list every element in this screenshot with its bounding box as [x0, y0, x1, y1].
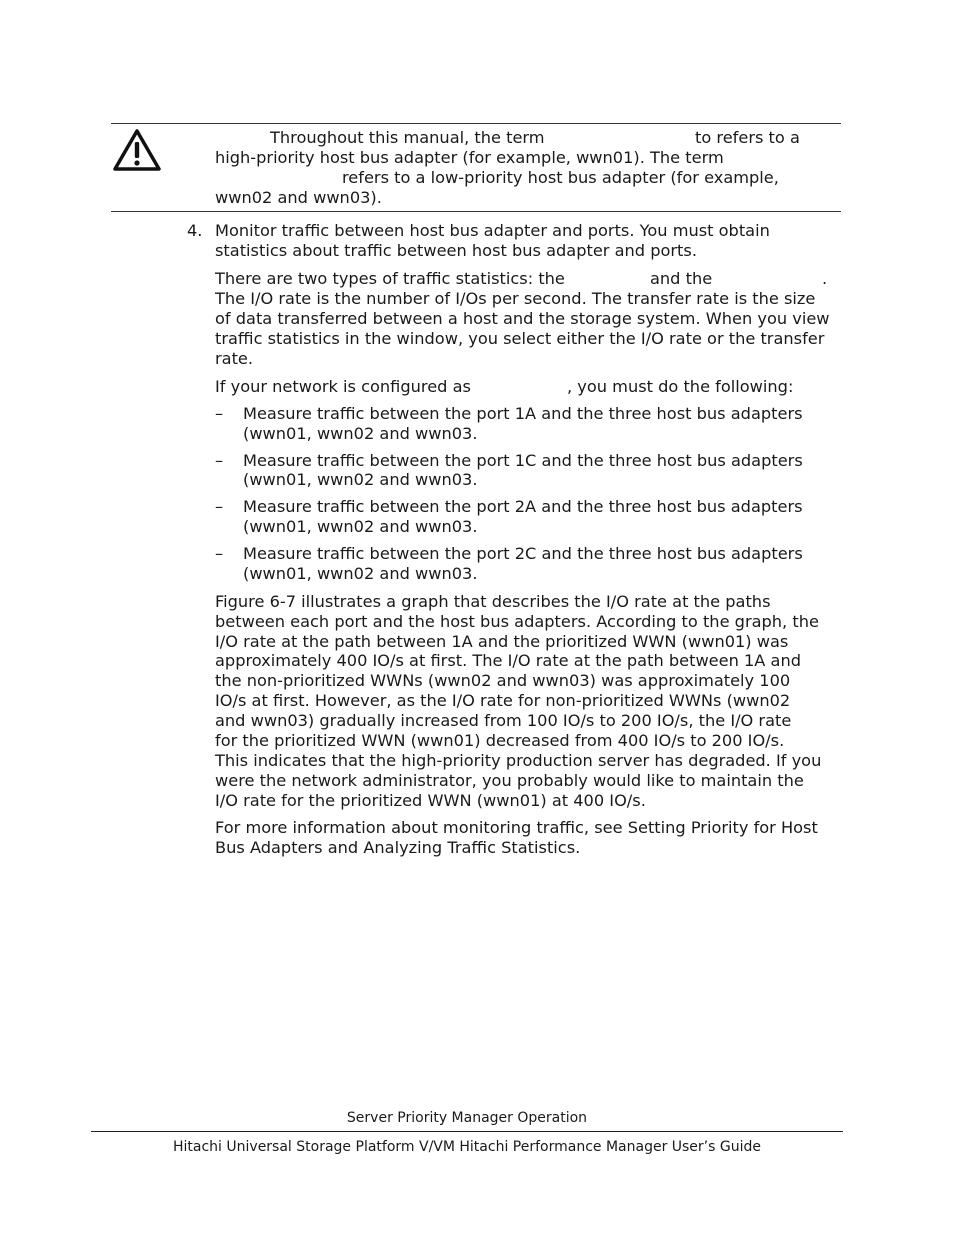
- bullet-4-line-2: (wwn01, wwn02 and wwn03.: [243, 564, 478, 583]
- note-line-1a: Throughout this manual, the term: [270, 128, 545, 147]
- note-bottom-rule: [111, 211, 841, 212]
- types-line-1b: and the: [650, 269, 713, 288]
- footer-section-title: Server Priority Manager Operation: [346, 1110, 588, 1126]
- warning-triangle-icon: [112, 128, 162, 172]
- figure-para-line-11: I/O rate for the prioritized WWN (wwn01) at 400 IO/s.: [215, 791, 646, 810]
- figure-para-line-8: for the prioritized WWN (wwn01) decreased from 400 IO/s to 200 IO/s.: [215, 731, 785, 750]
- more-info-line-1: For more information about monitoring traffic, see Setting Priority for Host: [215, 818, 818, 837]
- network-line-a: If your network is configured as: [215, 377, 471, 396]
- figure-para-line-4: approximately 400 IO/s at first. The I/O rate at the path between 1A and: [215, 651, 801, 670]
- bullet-2-line-1: Measure traffic between the port 1C and the three host bus adapters: [243, 451, 803, 470]
- network-line-b: , you must do the following:: [567, 377, 794, 396]
- bullet-3-line-2: (wwn01, wwn02 and wwn03.: [243, 517, 478, 536]
- bullet-3-line-1: Measure traffic between the port 2A and the three host bus adapters: [243, 497, 803, 516]
- footer-guide-title: Hitachi Universal Storage Platform V/VM Hitachi Performance Manager User’s Guide: [173, 1139, 761, 1155]
- bullet-1-dash: –: [215, 404, 224, 423]
- figure-para-line-5: the non-prioritized WWNs (wwn02 and wwn03) was approximately 100: [215, 671, 791, 690]
- types-line-2: The I/O rate is the number of I/Os per second. The transfer rate is the size: [215, 289, 816, 308]
- more-info-line-2: Bus Adapters and Analyzing Traffic Statistics.: [215, 838, 581, 857]
- note-line-4: wwn02 and wwn03).: [215, 188, 382, 207]
- figure-para-line-3: I/O rate at the path between 1A and the prioritized WWN (wwn01) was: [215, 632, 789, 651]
- types-line-3: of data transferred between a host and the storage system. When you view: [215, 309, 830, 328]
- note-line-2: high-priority host bus adapter (for example, wwn01). The term: [215, 148, 724, 167]
- bullet-4-dash: –: [215, 544, 224, 563]
- figure-para-line-2: between each port and the host bus adapters. According to the graph, the: [215, 612, 819, 631]
- step-intro-line-1: Monitor traffic between host bus adapter and ports. You must obtain: [215, 221, 770, 240]
- figure-para-line-9: This indicates that the high-priority production server has degraded. If you: [215, 751, 822, 770]
- bullet-4-line-1: Measure traffic between the port 2C and the three host bus adapters: [243, 544, 803, 563]
- types-line-1c: .: [822, 269, 828, 288]
- note-line-1b: to refers to a: [695, 128, 800, 147]
- bullet-1-line-1: Measure traffic between the port 1A and the three host bus adapters: [243, 404, 803, 423]
- figure-para-line-6: IO/s at first. However, as the I/O rate for non-prioritized WWNs (wwn02: [215, 691, 791, 710]
- figure-para-line-10: were the network administrator, you probably would like to maintain the: [215, 771, 804, 790]
- bullet-2-dash: –: [215, 451, 224, 470]
- figure-para-line-7: and wwn03) gradually increased from 100 IO/s to 200 IO/s, the I/O rate: [215, 711, 792, 730]
- step-intro-line-2: statistics about traffic between host bus adapter and ports.: [215, 241, 697, 260]
- bullet-3-dash: –: [215, 497, 224, 516]
- step-number: 4.: [187, 221, 203, 240]
- types-line-1a: There are two types of traffic statistics: the: [215, 269, 565, 288]
- bullet-1-line-2: (wwn01, wwn02 and wwn03.: [243, 424, 478, 443]
- bullet-2-line-2: (wwn01, wwn02 and wwn03.: [243, 470, 478, 489]
- types-line-4: traffic statistics in the window, you select either the I/O rate or the transfer: [215, 329, 825, 348]
- footer-rule: [91, 1131, 843, 1132]
- types-line-5: rate.: [215, 349, 254, 368]
- figure-para-line-1: Figure 6-7 illustrates a graph that describes the I/O rate at the paths: [215, 592, 771, 611]
- note-line-3: refers to a low-priority host bus adapter (for example,: [342, 168, 779, 187]
- note-top-rule: [111, 123, 841, 124]
